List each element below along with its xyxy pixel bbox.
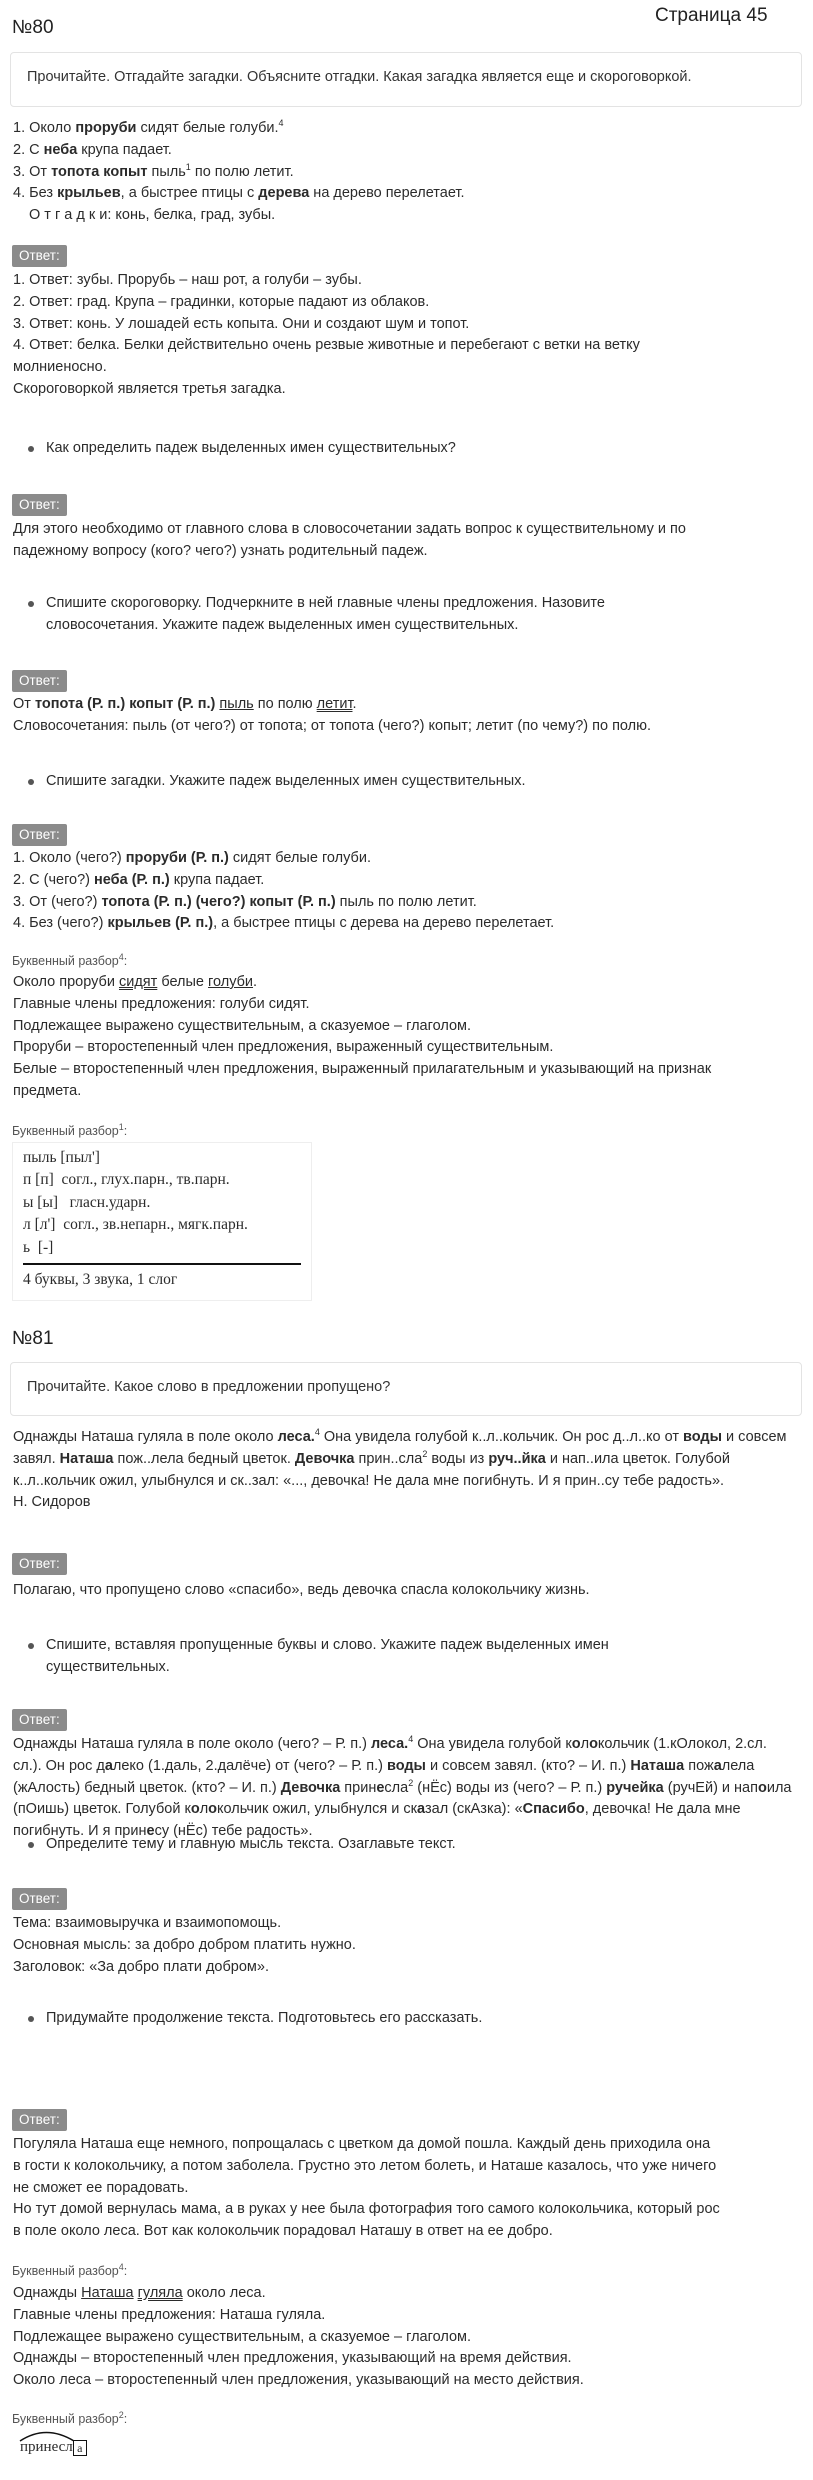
answer-line: Словосочетания: пыль (от чего?) от топота; от топота (чего?) копыт; летит (по чему?) по полю.: [13, 717, 652, 734]
answer-line: 3. Ответ: конь. У лошадей есть копыта. Они и создают шум и топот.: [13, 315, 470, 332]
parse-line: Однажды Наташа гуляла около леса.: [13, 2285, 266, 2301]
parse-80-4: [13, 972, 793, 1103]
bullet-icon: [28, 446, 34, 452]
answer-line: Тема: взаимовыручка и взаимопомощь.: [13, 1915, 282, 1931]
riddle-3: 3. От топота копыт пыль$^1$ по полю летит.: [13, 161, 294, 180]
parse-label-4: Буквенный разбор$^4$:: [12, 951, 128, 968]
parse-line: Подлежащее выражено существительным, а сказуемое – глаголом.: [13, 1017, 472, 1034]
answer-line: падежному вопросу (кого? чего?) узнать родительный падеж.: [13, 542, 428, 559]
task-number-81: №81: [12, 1328, 54, 1349]
answer-line: в гости к колокольчику, а потом заболела. Грустно это летом болеть, и Наташе казалось, что уже ничего: [13, 2157, 717, 2174]
page-label: Страница 45: [655, 5, 768, 26]
answer-line: Но тут домой вернулась мама, а в руках у нее была фотография того самого колокольчика, который рос: [13, 2201, 720, 2218]
answer-81-1: [13, 1580, 793, 1602]
task-number: №80: [12, 17, 54, 38]
phonetic-row: п [п] согл., глух.парн., тв.парн.: [23, 1171, 230, 1189]
bullet-icon: [28, 1842, 34, 1848]
answer-80-4: [13, 848, 793, 935]
riddle-guesses: О т г а д к и: конь, белка, град, зубы.: [29, 207, 276, 223]
answer-badge: Ответ:: [12, 494, 67, 516]
text-paragraph: Однажды Наташа гуляла в поле около леса.$^4$ Она увидела голубой к..л..кольчик. Он рос д..л..ко от воды и совсем завял. Наташа пож..лела бедный цветок. Девочка прин..сла$^2$ воды из руч..йка и нап..ила цветок. Голубой к..л..кольчик ожил, улыбнулся и ск..зал: «..., девочка! Не дала мне погибнуть. И я прин..су тебе радость».: [13, 1427, 787, 1489]
bullet-icon: [28, 601, 34, 607]
answer-80-2: [13, 519, 793, 563]
riddle-4: 4. Без крыльев, а быстрее птицы с дерева на дерево перелетает.: [13, 185, 465, 202]
riddle-2: 2. С неба крупа падает.: [13, 141, 172, 158]
phonetic-summary: 4 буквы, 3 звука, 1 слог: [23, 1271, 178, 1289]
parse-label-81-2: Буквенный разбор$^2$:: [12, 2409, 128, 2426]
answer-line: Полагаю, что пропущено слово «спасибо», ведь девочка спасла колокольчику жизнь.: [13, 1582, 590, 1598]
answer-line: 3. От (чего?) топота (Р. п.) (чего?) копыт (Р. п.) пыль по полю летит.: [13, 893, 477, 910]
question-80-2: [28, 438, 768, 460]
answer-badge: Ответ:: [12, 1888, 67, 1910]
answer-line: 1. Около (чего?) проруби (Р. п.) сидят белые голуби.: [13, 850, 371, 866]
answer-line: 2. С (чего?) неба (Р. п.) крупа падает.: [13, 871, 265, 888]
phonetic-word: пыль [пыл']: [23, 1149, 100, 1166]
answer-line: Скороговоркой является третья загадка.: [13, 380, 286, 397]
answer-badge: Ответ:: [12, 1709, 67, 1731]
bullet-icon: [28, 2016, 34, 2022]
question-text: Спишите загадки. Укажите падеж выделенных имен существительных.: [46, 773, 526, 789]
answer-80-3: [13, 694, 793, 738]
question-text: Спишите, вставляя пропущенные буквы и слово. Укажите падеж выделенных имен существительных.: [46, 1637, 609, 1675]
answer-line: Основная мысль: за добро добром платить нужно.: [13, 1936, 356, 1953]
answer-80-1: [13, 270, 793, 401]
parse-label-81-4: Буквенный разбор$^4$:: [12, 2261, 128, 2278]
riddle-1: 1. Около проруби сидят белые голуби.$^4$: [13, 118, 284, 136]
question-text: Как определить падеж выделенных имен существительных?: [46, 440, 456, 456]
answer-line: Для этого необходимо от главного слова в словосочетании задать вопрос к существительному и по: [13, 521, 686, 537]
parse-line: Белые – второстепенный член предложения, выраженный прилагательным и указывающий на признак: [13, 1061, 712, 1077]
riddles: [13, 118, 793, 227]
answer-line: молниеносно.: [13, 359, 107, 375]
answer-line: От топота (Р. п.) копыт (Р. п.) пыль по полю летит.: [13, 696, 357, 712]
answer-line: 4. Без (чего?) крыльев (Р. п.), а быстрее птицы с дерева на дерево перелетает.: [13, 915, 555, 932]
question-81-4: [28, 2008, 768, 2030]
parse-line: Около проруби сидят белые голуби.: [13, 974, 258, 990]
answer-line: Заголовок: «За добро плати добром».: [13, 1958, 269, 1975]
question-80-4: [28, 771, 768, 793]
answer-line: не сможет ее порадовать.: [13, 2179, 189, 2196]
question-81-2: [28, 1635, 768, 1679]
answer-line: Погуляла Наташа еще немного, попрощалась с цветком да домой пошла. Каждый день приходила она: [13, 2136, 711, 2152]
task-text: Прочитайте. Какое слово в предложении пропущено?: [27, 1379, 391, 1395]
parse-line: Однажды – второстепенный член предложения, указывающий на время действия.: [13, 2350, 572, 2367]
task-box-80: [10, 52, 802, 107]
task-box-81: [10, 1362, 802, 1416]
text-author: Н. Сидоров: [13, 1494, 91, 1511]
answer-81-4: [13, 2134, 793, 2243]
answer-line: 2. Ответ: град. Крупа – градинки, которые падают из облаков.: [13, 293, 430, 310]
answer-badge: Ответ:: [12, 1553, 67, 1575]
question-text: Определите тему и главную мысль текста. Озаглавьте текст.: [46, 1836, 456, 1852]
bullet-icon: [28, 1643, 34, 1649]
parse-line: Около леса – второстепенный член предложения, указывающий на место действия.: [13, 2372, 584, 2388]
parse-81-4: [13, 2283, 793, 2392]
phonetic-row: л [л'] согл., зв.непарн., мягк.парн.: [23, 1216, 248, 1234]
answer-line: в поле около леса. Вот как колокольчик порадовал Наташу в ответ на ее добро.: [13, 2223, 553, 2239]
parse-line: Главные члены предложения: Наташа гуляла.: [13, 2306, 326, 2323]
answer-badge: Ответ:: [12, 670, 67, 692]
parse-label-1: Буквенный разбор$^1$:: [12, 1121, 128, 1138]
divider: [23, 1263, 301, 1265]
answer-81-3: [13, 1913, 793, 1978]
answer-badge: Ответ:: [12, 245, 67, 267]
task-text: Прочитайте. Отгадайте загадки. Объясните отгадки. Какая загадка является еще и скороговоркой.: [27, 69, 692, 85]
phonetic-analysis: [12, 1142, 312, 1301]
answer-badge: Ответ:: [12, 2109, 67, 2131]
parse-line: Подлежащее выражено существительным, а сказуемое – глаголом.: [13, 2328, 472, 2345]
answer-badge: Ответ:: [12, 824, 67, 846]
answer-line: 1. Ответ: зубы. Прорубь – наш рот, а голуби – зубы.: [13, 272, 362, 288]
ending-box: а: [73, 2440, 87, 2456]
question-text: Спишите скороговорку. Подчеркните в ней главные члены предложения. Назовите словосочетания. Укажите падеж выделенных имен существительных.: [46, 595, 605, 633]
answer-81-2: [13, 1734, 793, 1843]
morphemic-analysis: [20, 2436, 87, 2459]
parse-line: Проруби – второстепенный член предложения, выраженный существительным.: [13, 1039, 554, 1056]
answer-paragraph: Однажды Наташа гуляла в поле около (чего? – Р. п.) леса.$^4$ Она увидела голубой колокольчик (1.кОлокол, 2.сл. сл.). Он рос далеко (1.даль, 2.далёче) от (чего? – Р. п.) воды и совсем завял. (кто? – И. п.) Наташа пожалела (жАлость) бедный цветок. (кто? – И. п.) Девочка принесла$^2$ (нЁс) воды из (чего? – Р. п.) ручейка (ручЕй) и напоила (пОишь) цветок. Голубой колокольчик ожил, улыбнулся и сказал (скАзка): «Спасибо, девочка! Не дала мне погибнуть. И я принесу (нЁс) тебе радость».: [13, 1734, 792, 1839]
question-text: Придумайте продолжение текста. Подготовьтесь его рассказать.: [46, 2010, 483, 2026]
phonetic-row: ы [ы] гласн.ударн.: [23, 1193, 151, 1211]
bullet-icon: [28, 779, 34, 785]
phonetic-row: ь [-]: [23, 1238, 54, 1256]
root-arc-icon: [16, 2428, 86, 2442]
text-81: [13, 1427, 793, 1514]
parse-line: предмета.: [13, 1082, 82, 1099]
question-80-3: [28, 593, 768, 637]
question-81-3: [28, 1834, 768, 1856]
answer-line: 4. Ответ: белка. Белки действительно очень резвые животные и перебегают с ветки на ветку: [13, 337, 640, 354]
morph-word: принесл: [20, 2439, 73, 2455]
parse-line: Главные члены предложения: голуби сидят.: [13, 995, 310, 1012]
